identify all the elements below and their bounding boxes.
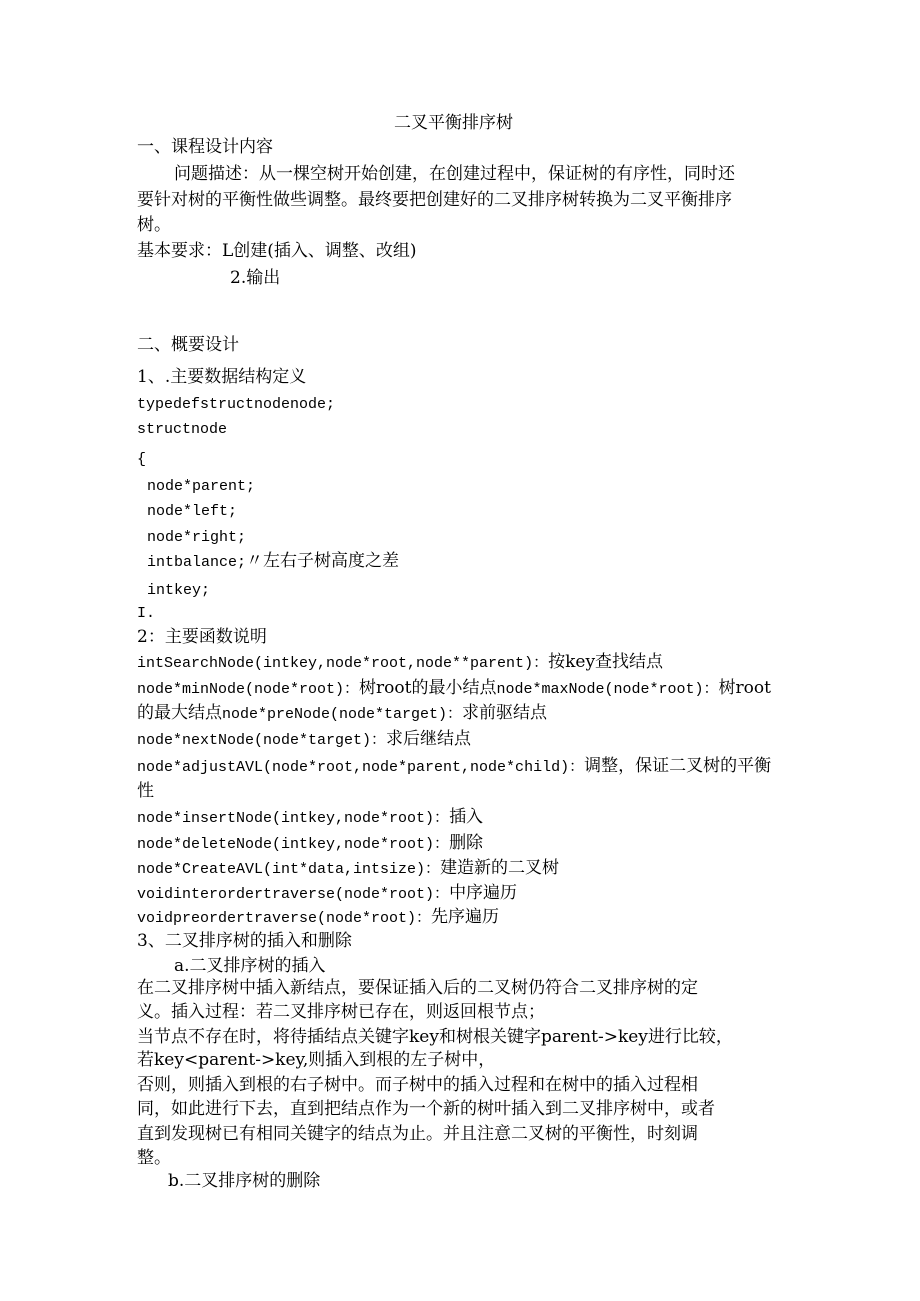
function-signature: voidinterordertraverse(node*root)：: [137, 886, 450, 903]
subheading-delete: b.二叉排序树的删除: [168, 1171, 321, 1191]
subheading-insert-delete: 3、二叉排序树的插入和删除: [137, 931, 352, 951]
section-heading-1: 一、课程设计内容: [137, 137, 273, 157]
code-line: {: [137, 451, 147, 468]
code-line: structnode: [137, 421, 228, 438]
code-line: intkey;: [147, 582, 211, 599]
code-line: node*left;: [147, 503, 238, 520]
function-description: 树root的最小结点: [359, 678, 497, 698]
code-line: [147, 550, 399, 574]
function-line: [137, 728, 471, 752]
description-line-2: 要针对树的平衡性做些调整。最终要把创建好的二叉排序树转换为二叉平衡排序: [137, 190, 732, 210]
paragraph-line: 在二叉排序树中插入新结点，要保证插入后的二叉树仍符合二叉排序树的定: [137, 978, 698, 998]
code-comment: 〃左右子树高度之差: [246, 551, 400, 571]
subheading-insert: a.二叉排序树的插入: [174, 956, 326, 976]
function-signature: node*deleteNode(intkey,node*root)：: [137, 836, 450, 853]
function-line: [137, 857, 559, 881]
subheading-data-structures: 1、.主要数据结构定义: [137, 367, 307, 387]
code-text: intbalance;: [147, 554, 247, 571]
function-description: 先序遍历: [431, 907, 500, 927]
function-line: [137, 677, 771, 701]
requirements-line: [137, 240, 417, 262]
function-line: [137, 882, 517, 906]
function-signature: node*maxNode(node*root)：: [496, 681, 719, 698]
paragraph-line: 当节点不存在时，将待插结点关键字key和树根关键字parent->key进行比较，: [137, 1027, 733, 1047]
function-description: 的最大结点: [137, 703, 222, 723]
function-description: 删除: [449, 833, 484, 853]
requirements-label: 基本要求：: [137, 241, 222, 261]
code-line: node*parent;: [147, 478, 256, 495]
function-description: 中序遍历: [449, 883, 518, 903]
function-description: 插入: [449, 807, 484, 827]
function-description: 树root: [718, 678, 771, 698]
function-line: [137, 806, 483, 830]
code-line: typedefstructnodenode;: [137, 396, 336, 413]
function-line: [137, 702, 547, 726]
function-description: 建造新的二叉树: [440, 858, 560, 878]
function-signature: node*minNode(node*root)：: [137, 681, 360, 698]
function-description: 性: [137, 781, 154, 801]
function-signature: node*nextNode(node*target)：: [137, 732, 387, 749]
function-signature: node*preNode(node*target)：: [222, 706, 463, 723]
code-line: I.: [137, 605, 156, 622]
paragraph-line: 若key<parent->key,则插入到根的左子树中，: [137, 1050, 496, 1070]
function-description: 调整，保证二叉树的平衡: [584, 756, 772, 776]
code-line: node*right;: [147, 529, 247, 546]
function-signature: intSearchNode(intkey,node*root,node**parent)：: [137, 655, 549, 672]
description-line-3: 树。: [137, 215, 171, 235]
section-heading-2: 二、概要设计: [137, 335, 239, 355]
function-line: [137, 832, 483, 856]
page-title: 二叉平衡排序树: [394, 113, 513, 133]
paragraph-line: 义。插入过程：若二叉排序树已存在，则返回根节点；: [137, 1002, 545, 1022]
paragraph-line: 否则，则插入到根的右子树中。而子树中的插入过程和在树中的插入过程相: [137, 1075, 698, 1095]
description-line-1: 问题描述：从一棵空树开始创建，在创建过程中，保证树的有序性，同时还: [174, 164, 735, 184]
paragraph-line: 直到发现树已有相同关键字的结点为止。并且注意二叉树的平衡性，时刻调: [137, 1124, 698, 1144]
paragraph-line: 同，如此进行下去，直到把结点作为一个新的树叶插入到二叉排序树中，或者: [137, 1099, 715, 1119]
subheading-functions: 2：主要函数说明: [137, 627, 267, 647]
requirement-2: 2.输出: [230, 268, 281, 288]
function-signature: node*insertNode(intkey,node*root)：: [137, 810, 450, 827]
function-line: [137, 755, 771, 779]
function-line: [137, 780, 154, 802]
function-line: [137, 906, 499, 930]
paragraph-line: 整。: [137, 1148, 171, 1168]
function-signature: node*CreateAVL(int*data,intsize)：: [137, 861, 441, 878]
function-description: 求前驱结点: [462, 703, 548, 723]
function-signature: node*adjustAVL(node*root,node*parent,node*child)：: [137, 759, 585, 776]
function-line: [137, 651, 663, 675]
function-signature: voidpreordertraverse(node*root)：: [137, 910, 432, 927]
function-description: 按key查找结点: [548, 652, 664, 672]
requirement-1: L创建(插入、调整、改组): [222, 241, 417, 261]
function-description: 求后继结点: [386, 729, 472, 749]
